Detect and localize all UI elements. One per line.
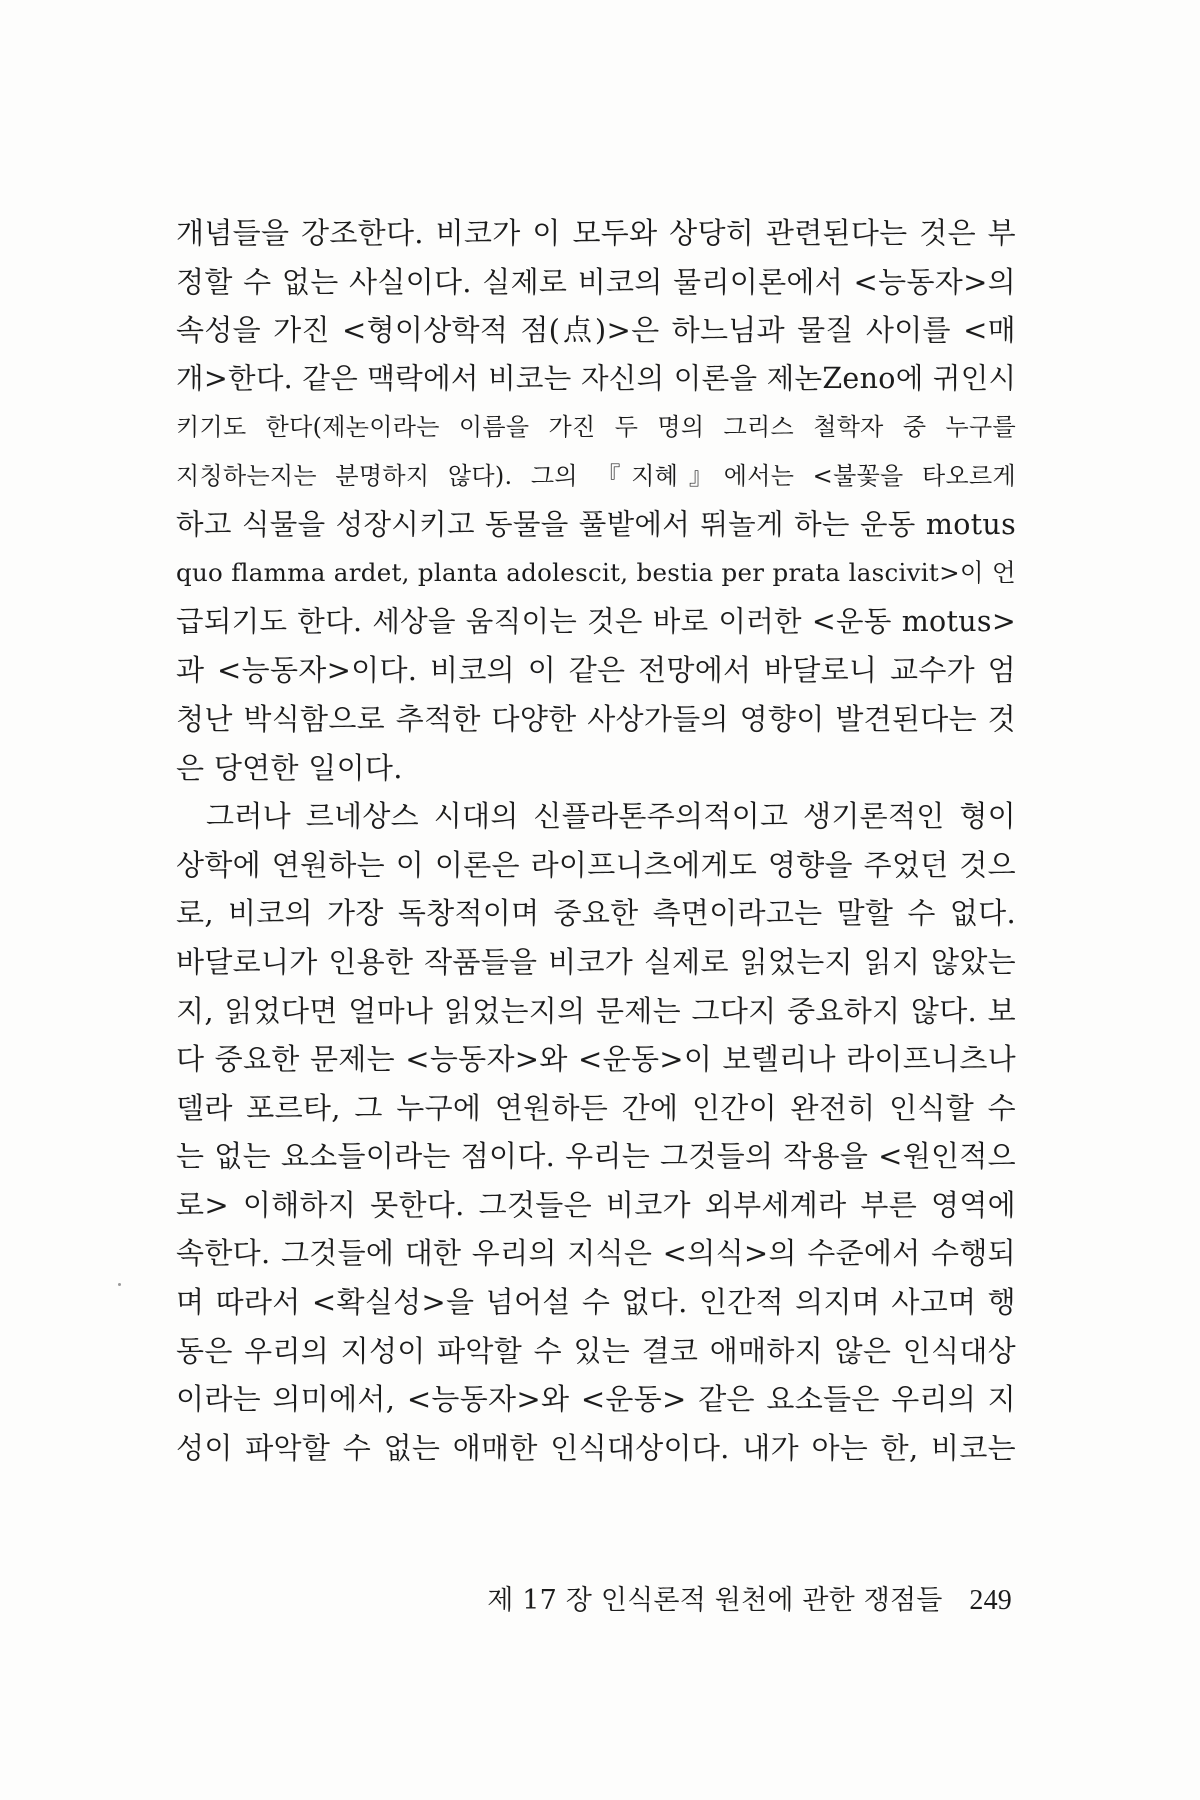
text-line: 지칭하는지는 분명하지 않다). 그의 『지혜』에서는 <불꽃을 타오르게 xyxy=(176,461,1016,490)
page-footer xyxy=(487,1578,1012,1617)
text-line: 바달로니가 인용한 작품들을 비코가 실제로 읽었는지 읽지 않았는 xyxy=(176,944,1016,979)
body-text xyxy=(176,209,1016,1472)
page-number: 249 xyxy=(969,1585,1012,1616)
text-line: 이라는 의미에서, <능동자>와 <운동> 같은 요소들은 우리의 지 xyxy=(176,1382,1016,1417)
text-line: 속한다. 그것들에 대한 우리의 지식은 <의식>의 수준에서 수행되 xyxy=(176,1236,1016,1271)
text-line: 성이 파악할 수 없는 애매한 인식대상이다. 내가 아는 한, 비코는 xyxy=(176,1430,1016,1465)
text-line: 키기도 한다(제논이라는 이름을 가진 두 명의 그리스 철학자 중 누구를 xyxy=(176,413,1016,442)
text-line: 하고 식물을 성장시키고 동물을 풀밭에서 뛰놀게 하는 운동 motus xyxy=(176,507,1016,541)
text-line: 과 <능동자>이다. 비코의 이 같은 전망에서 바달로니 교수가 엄 xyxy=(176,653,1016,688)
text-line: 개념들을 강조한다. 비코가 이 모두와 상당히 관련된다는 것은 부 xyxy=(176,216,1016,250)
text-line: 지, 읽었다면 얼마나 읽었는지의 문제는 그다지 중요하지 않다. 보 xyxy=(176,993,1016,1028)
text-line: 개>한다. 같은 맥락에서 비코는 자신의 이론을 제논Zeno에 귀인시 xyxy=(176,361,1017,395)
paragraph-first-line: 그러나 르네상스 시대의 신플라톤주의적이고 생기론적인 형이 xyxy=(206,799,1016,834)
text-line: 로> 이해하지 못한다. 그것들은 비코가 외부세계라 부른 영역에 xyxy=(176,1187,1016,1222)
text-line: 동은 우리의 지성이 파악할 수 있는 결코 애매하지 않은 인식대상 xyxy=(176,1333,1016,1368)
margin-mark xyxy=(118,1283,121,1286)
running-head: 제 17 장 인식론적 원천에 관한 쟁점들 xyxy=(487,1585,943,1616)
text-line: 며 따라서 <확실성>을 넘어설 수 없다. 인간적 의지며 사고며 행 xyxy=(176,1285,1016,1320)
text-line: quo flamma ardet, planta adolescit, bestia per prata lascivit>이 언 xyxy=(176,558,1016,588)
text-line: 급되기도 한다. 세상을 움직이는 것은 바로 이러한 <운동 motus> xyxy=(176,604,1016,638)
text-line: 정할 수 없는 사실이다. 실제로 비코의 물리이론에서 <능동자>의 xyxy=(176,264,1016,299)
text-line: 청난 박식함으로 추적한 다양한 사상가들의 영향이 발견된다는 것 xyxy=(176,701,1016,736)
text-line: 다 중요한 문제는 <능동자>와 <운동>이 보렐리나 라이프니츠나 xyxy=(176,1042,1016,1077)
text-line: 델라 포르타, 그 누구에 연원하든 간에 인간이 완전히 인식할 수 xyxy=(176,1090,1016,1125)
text-line: 은 당연한 일이다. xyxy=(176,750,403,785)
text-line: 상학에 연원하는 이 이론은 라이프니츠에게도 영향을 주었던 것으 xyxy=(176,847,1016,882)
text-line: 는 없는 요소들이라는 점이다. 우리는 그것들의 작용을 <원인적으 xyxy=(176,1139,1016,1174)
text-line: 로, 비코의 가장 독창적이며 중요한 측면이라고는 말할 수 없다. xyxy=(176,896,1016,931)
text-line: 속성을 가진 <형이상학적 점(点)>은 하느님과 물질 사이를 <매 xyxy=(176,313,1016,348)
